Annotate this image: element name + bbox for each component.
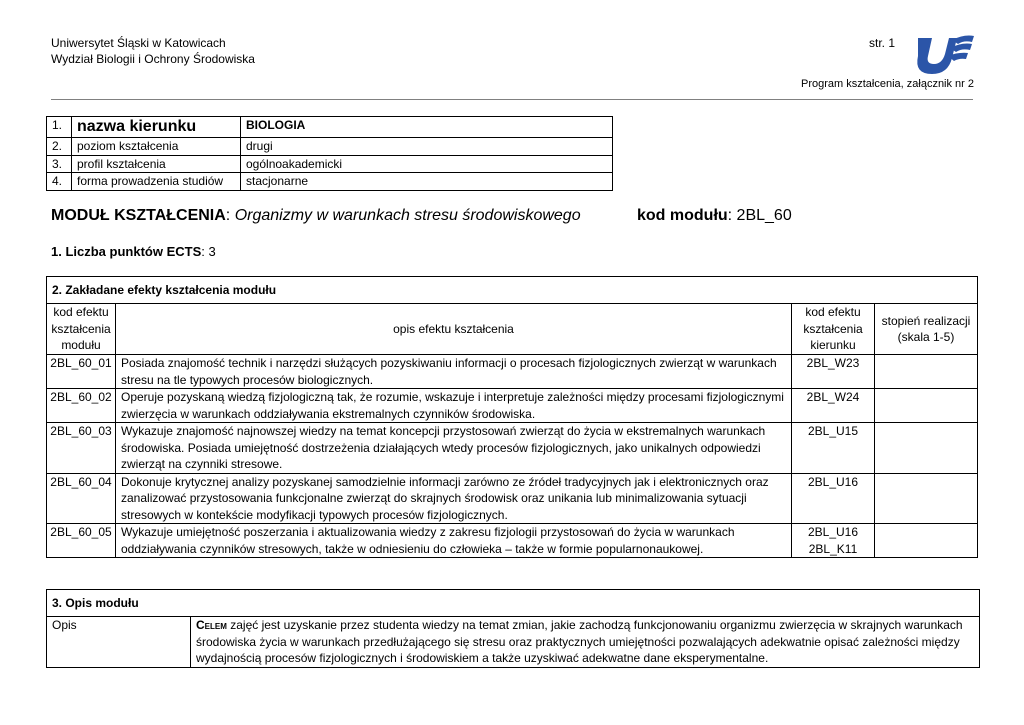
realization-level	[875, 423, 978, 474]
table-title-row	[47, 277, 978, 304]
column-header-code: kod efektu kształcenia modułu	[47, 304, 116, 355]
table-row	[47, 155, 613, 173]
field-value: stacjonarne	[241, 173, 613, 191]
field-outcome-code: 2BL_U16	[807, 525, 859, 539]
table-header-row	[47, 304, 978, 355]
description-text: zajęć jest uzyskanie przez studenta wiedzy na temat zmian, jakie zachodzą funkcjonowaniu organizmu zwierzęcia w skrajnych warunkach środowiska życia w warunkach przedłużającego się stresu oraz praktycznych umiejętności pozwalających adekwatnie opisać zależności między wydajnością procesów fizjologicznych i środowiskiem a także uzyskiwać adekwatne dane eksperymentalne.	[196, 618, 963, 665]
field-outcome-code: 2BL_W23	[792, 355, 875, 389]
realization-level	[875, 524, 978, 558]
outcome-description: Operuje pozyskaną wiedzą fizjologiczną tak, że rozumie, wskazuje i interpretuje zależności między procesami fizjologicznymi zwierzęcia w warunkach oddziaływania ekstremalnych czynników środowiska.	[116, 389, 792, 423]
row-number: 3.	[47, 155, 72, 173]
university-logo-icon	[912, 32, 974, 76]
table-row	[47, 423, 978, 474]
realization-level	[875, 389, 978, 423]
field-outcome-code: 2BL_U15	[792, 423, 875, 474]
description-label: Opis	[47, 617, 191, 668]
field-label: nazwa kierunku	[72, 117, 241, 138]
program-annex: Program kształcenia, załącznik nr 2	[801, 78, 975, 90]
column-header-field-code: kod efektu kształcenia kierunku	[792, 304, 875, 355]
table-row	[47, 524, 978, 558]
module-code-label: kod modułu	[637, 207, 728, 224]
description-text-cell	[191, 617, 980, 668]
table-row	[47, 117, 613, 138]
table-row	[47, 389, 978, 423]
table-row	[47, 355, 978, 389]
column-header-description: opis efektu kształcenia	[116, 304, 792, 355]
table-row	[47, 138, 613, 156]
field-value: drugi	[241, 138, 613, 156]
module-label: MODUŁ KSZTAŁCENIA	[51, 207, 226, 224]
program-info-table	[46, 116, 613, 191]
column-header-level: stopień realizacji (skala 1-5)	[875, 304, 978, 355]
ects-label: 1. Liczba punktów ECTS	[51, 244, 202, 259]
ects-value: 3	[208, 244, 216, 259]
row-number: 2.	[47, 138, 72, 156]
field-value: ogólnoakademicki	[241, 155, 613, 173]
realization-level	[875, 355, 978, 389]
outcome-description: Wykazuje umiejętność poszerzania i aktualizowania wiedzy z zakresu fizjologii przystosowań do życia w warunkach oddziaływania czynników stresowych, także w odniesieniu do człowieka – także w formie popularnonaukowej.	[116, 524, 792, 558]
page-number: str. 1	[869, 36, 896, 50]
outcome-description: Wykazuje znajomość najnowszej wiedzy na temat koncepcji przystosowań zwierząt do życia w ekstremalnych warunkach środowiska. Posiada umiejętność dostrzeżenia działających wtedy procesów fizjologicznych, jako unikalnych odpowiedzi zwierząt na czynniki stresowe.	[116, 423, 792, 474]
outcome-description: Dokonuje krytycznej analizy pozyskanej samodzielnie informacji zarówno ze źródeł tradycyjnych jak i elektronicznych oraz zanalizować przystosowania funkcjonalne zwierząt do skrajnych środowisk oraz unikania lub minimalizowania sytuacji stresowych w kontekście modyfikacji typowych procesów fizjologicznych.	[116, 473, 792, 524]
learning-outcomes-table	[46, 276, 978, 558]
description-lead: Celem	[196, 618, 227, 632]
outcome-code: 2BL_60_02	[47, 389, 116, 423]
outcome-code: 2BL_60_03	[47, 423, 116, 474]
module-description-table	[46, 589, 980, 668]
field-outcome-code: 2BL_U16	[792, 473, 875, 524]
field-outcome-code-2: 2BL_K11	[808, 541, 858, 556]
table-row	[47, 173, 613, 191]
table-row	[47, 617, 980, 668]
ects-points: 1. Liczba punktów ECTS: 3	[51, 244, 216, 259]
realization-level	[875, 473, 978, 524]
section-title: 3. Opis modułu	[47, 590, 980, 617]
row-number: 4.	[47, 173, 72, 191]
table-row	[47, 473, 978, 524]
module-name: Organizmy w warunkach stresu środowiskowego	[234, 207, 581, 224]
row-number: 1.	[47, 117, 72, 138]
faculty-name: Wydział Biologii i Ochrony Środowiska	[51, 52, 255, 66]
field-label: poziom kształcenia	[72, 138, 241, 156]
outcome-code: 2BL_60_01	[47, 355, 116, 389]
outcome-description: Posiada znajomość technik i narzędzi służących pozyskiwaniu informacji o procesach fizjologicznych zwierząt w warunkach stresu na tle typowych procesów biologicznych.	[116, 355, 792, 389]
university-name: Uniwersytet Śląski w Katowicach	[51, 36, 226, 50]
field-outcome-codes	[792, 524, 875, 558]
field-value: BIOLOGIA	[241, 117, 613, 138]
field-label: profil kształcenia	[72, 155, 241, 173]
module-code: kod modułu: 2BL_60	[637, 207, 792, 224]
module-code-value: 2BL_60	[736, 207, 792, 224]
module-title: MODUŁ KSZTAŁCENIA: Organizmy w warunkach stresu środowiskowego	[51, 207, 581, 224]
outcome-code: 2BL_60_04	[47, 473, 116, 524]
table-title-row	[47, 590, 980, 617]
outcome-code: 2BL_60_05	[47, 524, 116, 558]
field-label: forma prowadzenia studiów	[72, 173, 241, 191]
field-outcome-code: 2BL_W24	[792, 389, 875, 423]
section-title: 2. Zakładane efekty kształcenia modułu	[47, 277, 978, 304]
header-divider	[51, 99, 973, 100]
